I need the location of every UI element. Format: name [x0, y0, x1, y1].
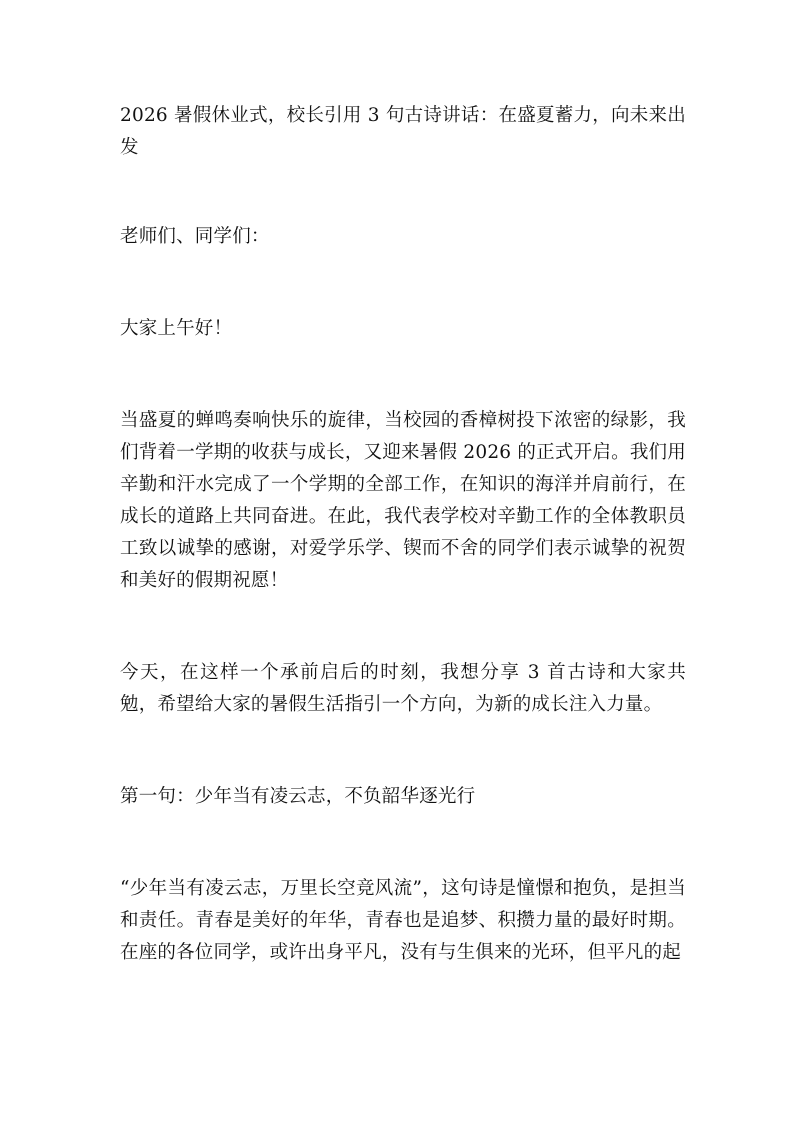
section-paragraph: “少年当有凌云志，万里长空竞风流”，这句诗是憧憬和抱负，是担当和责任。青春是美好的年华，青春也是追梦、积攒力量的最好时期。在座的各位同学，或许出身平凡，没有与生俱来的光环，但平凡的起	[120, 878, 686, 963]
paragraph-purpose: 今天，在这样一个承前启后的时刻，我想分享 3 首古诗和大家共勉，希望给大家的暑假生活指引一个方向，为新的成长注入力量。	[120, 662, 686, 715]
greeting: 大家上午好！	[120, 318, 233, 339]
document-page	[120, 100, 686, 969]
salutation: 老师们、同学们：	[120, 226, 270, 247]
paragraph-intro: 当盛夏的蝉鸣奏响快乐的旋律，当校园的香樟树投下浓密的绿影，我们背着一学期的收获与成长，又迎来暑假 2026 的正式开启。我们用辛勤和汗水完成了一个学期的全部工作，在知识的海洋并肩前行，在成长的道路上共同奋进。在此，我代表学校对辛勤工作的全体教职员工致以诚挚的感谢，对爱学乐学、锲而不舍的同学们表示诚挚的祝贺和美好的假期祝愿！	[120, 410, 686, 591]
section-heading: 第一句：少年当有凌云志，不负韶华逐光行	[120, 786, 476, 807]
document-title: 2026 暑假休业式，校长引用 3 句古诗讲话：在盛夏蓄力，向未来出发	[120, 105, 686, 158]
